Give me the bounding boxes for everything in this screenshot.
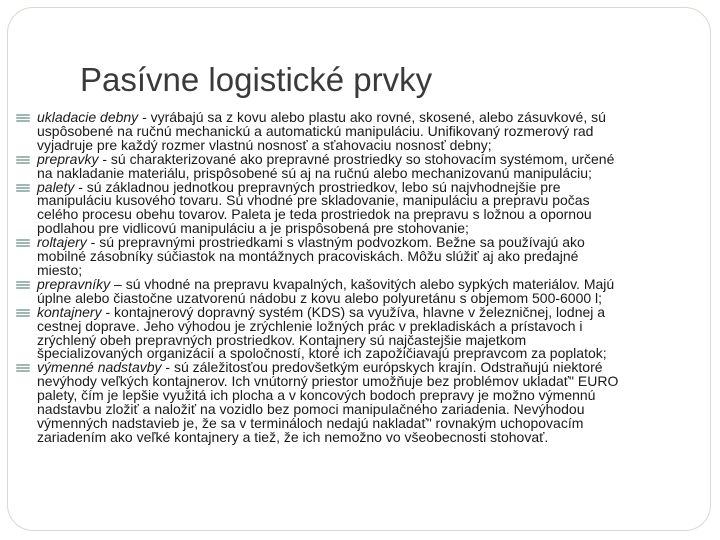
bullet-item — [16, 236, 696, 278]
bullet-text: podlahou pre vidlicovú manipuláciu a je prispôsobená pre stohovanie; — [37, 220, 469, 237]
bullet-text: miesto; — [37, 261, 83, 278]
bullet-text: nadstavbu zložiť a naložiť na vozidlo bez pomoci manipulačného zariadenia. Nevýhodou — [37, 401, 585, 418]
bullet-term: roltajery — [37, 234, 87, 251]
bullet-text: špecializovaných organizácií a spoločností, ktoré ich zapožičiavajú prepravcom za poplatok; — [37, 345, 607, 362]
bullet-text: palety, čím je lepšie využitá ich plocha a v koncových bodoch prepravy je možno výmennú — [37, 387, 596, 404]
bullet-term: ukladacie debny — [37, 109, 139, 125]
bullet-text: mobilné zásobníky súčiastok na montážnych pracoviskách. Môžu slúžiť aj ako predajné — [37, 248, 579, 265]
bullet-text: úplne alebo čiastočne uzatvorenú nádobu z kovu alebo polyuretánu s objemom 500-6000 l; — [37, 289, 603, 306]
bullet-term: prepravky — [37, 150, 99, 167]
bullet-icon — [16, 184, 32, 193]
bullet-icon — [16, 239, 32, 248]
bullet-text: na nakladanie materiálu, prispôsobené sú aj na ručnú alebo mechanizovanú manipuláciu; — [37, 164, 592, 181]
bullet-term: kontajnery — [37, 303, 102, 320]
bullet-icon — [16, 281, 32, 290]
bullet-term: prepravníky — [37, 275, 111, 292]
bullet-item — [16, 303, 696, 362]
bullet-text: zrýchlený obeh prepravných prostriedkov. Kontajnery sú najčastejšie majetkom — [37, 331, 527, 348]
bullet-item — [16, 111, 696, 153]
bullet-text: - sú základnou jednotkou prepravných prostriedkov, lebo sú najvhodnejšie pre — [74, 178, 561, 195]
bullet-term: palety — [37, 178, 75, 195]
bullet-list — [16, 111, 696, 445]
bullet-icon — [16, 364, 32, 373]
bullet-text: - kontajnerový dopravný systém (KDS) sa využíva, hlavne v železničnej, lodnej a — [101, 303, 606, 320]
bullet-text: - vyrábajú sa z kovu alebo plastu ako rovné, skosené, alebo zásuvkové, sú — [138, 109, 606, 125]
bullet-item — [16, 150, 696, 181]
bullet-text: cestnej doprave. Jeho výhodou je zrýchlenie ložných prác v prekladiskách a prístavoch i — [37, 317, 583, 334]
bullet-item — [16, 275, 696, 306]
bullet-text: - sú prepravnými prostriedkami s vlastným podvozkom. Bežne sa používajú ako — [86, 234, 585, 251]
bullet-icon — [16, 114, 32, 123]
bullet-text: - sú charakterizované ako prepravné prostriedky so stohovacím systémom, určené — [98, 150, 615, 167]
bullet-text: nevýhody veľkých kontajnerov. Ich vnútorný priestor umožňuje bez problémov ukladať" EURO — [37, 373, 619, 390]
bullet-icon — [16, 156, 32, 165]
bullet-term: výmenné nadstavby — [37, 359, 162, 376]
bullet-text: manipuláciu kusového tovaru. Sú vhodné pre skladovanie, manipuláciu a prepravu počas — [37, 192, 590, 209]
bullet-text: uspôsobené na ručnú mechanickú a automatickú manipuláciu. Unifikovaný rozmerový rad — [37, 122, 594, 139]
bullet-item — [16, 178, 696, 237]
slide-title: Pasívne logistické prvky — [80, 61, 433, 98]
bullet-text: vyjadruje pre každý rozmer vlastnú nosnosť a sťahovaciu nosnosť debny; — [37, 136, 492, 153]
bullet-line — [37, 428, 696, 445]
bullet-text: celého procesu obehu tovarov. Paleta je teda prostriedok na prepravu s ložnou a opornou — [37, 206, 592, 223]
bullet-item — [16, 361, 696, 444]
bullet-line — [37, 250, 696, 264]
bullet-text: - sú záležitosťou predovšetkým európskych krajín. Odstraňujú niektoré — [161, 359, 603, 376]
bullet-text: výmenných nadstavieb je, že sa v termináloch nedajú nakladať" rovnakým uchopovacím — [37, 414, 584, 431]
bullet-text: – sú vhodné na prepravu kvapalných, kašovitých alebo sypkých materiálov. Majú — [110, 275, 615, 292]
bullet-icon — [16, 309, 32, 318]
bullet-text: zariadením ako veľké kontajnery a tiež, že ich nemožno vo všeobecnosti stohovať. — [37, 428, 549, 445]
